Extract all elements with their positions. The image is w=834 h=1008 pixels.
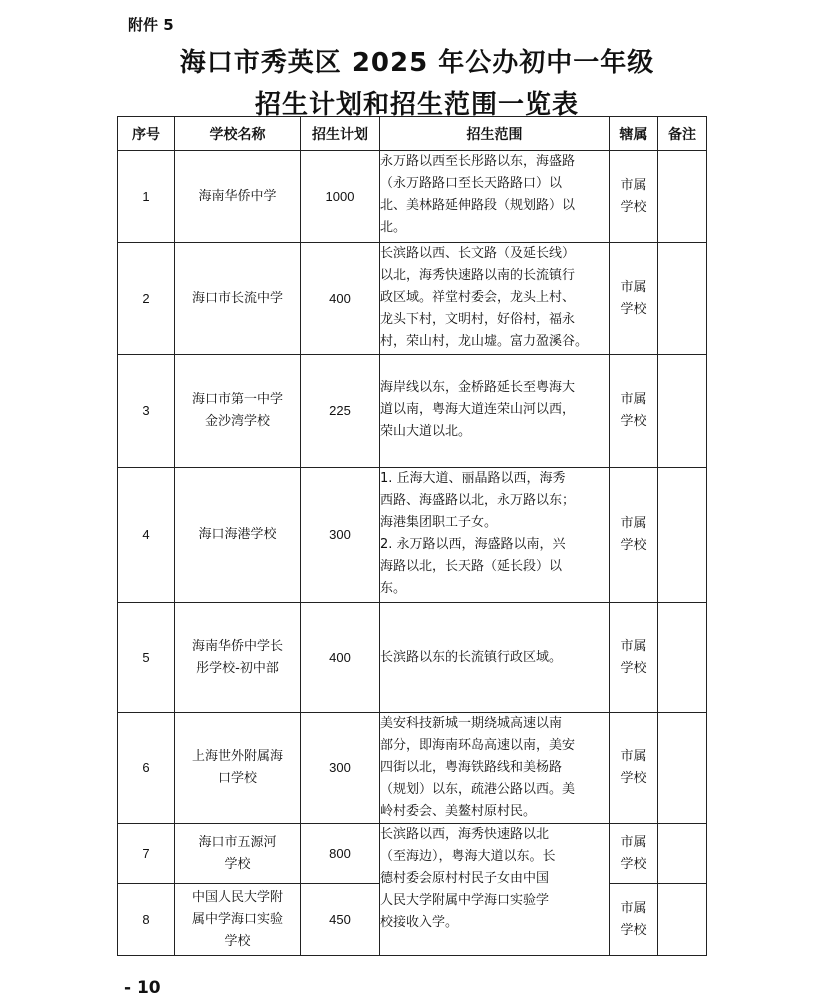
jurisdiction-cell (610, 468, 658, 603)
jurisdiction-cell (610, 884, 658, 956)
range-line: 政区域。祥堂村委会，龙头上村、 (380, 290, 576, 305)
remark-cell (658, 713, 707, 824)
plan-cell: 400 (301, 603, 380, 713)
school-name-line: 海口市长流中学 (191, 290, 283, 306)
jurisdiction-cell (610, 355, 658, 468)
school-name-cell (175, 824, 301, 884)
seq-cell: 1 (118, 151, 175, 243)
document-title-line2: 招生计划和招生范围一览表 (254, 90, 579, 120)
school-name-cell (175, 151, 301, 243)
page-number: - 10 (124, 978, 161, 998)
jurisdiction-cell (610, 151, 658, 243)
range-cell (380, 713, 610, 824)
remark-cell (658, 824, 707, 884)
jurisdiction-cell (610, 243, 658, 355)
jurisdiction-line: 学校 (620, 414, 647, 429)
enrollment-table (117, 116, 707, 956)
table-row (118, 603, 707, 713)
range-cell (380, 603, 610, 713)
plan-cell: 225 (301, 355, 380, 468)
table-row (118, 468, 707, 603)
range-cell (380, 355, 610, 468)
header-seq: 序号 (118, 117, 175, 151)
header-remark: 备注 (658, 117, 707, 151)
jurisdiction-line: 市属 (620, 834, 647, 850)
range-line: 东。 (380, 581, 407, 596)
jurisdiction-cell (610, 713, 658, 824)
seq-cell: 6 (118, 713, 175, 824)
table-header-row (118, 117, 707, 151)
plan-cell: 400 (301, 243, 380, 355)
school-name-cell (175, 603, 301, 713)
school-name-line: 海口市第一中学 (191, 392, 283, 407)
remark-cell (658, 355, 707, 468)
range-line: 岭村委会、美鳌村原村民。 (380, 804, 537, 819)
plan-cell: 300 (301, 713, 380, 824)
range-line: 海路以北，长天路（延长段）以 (380, 559, 563, 574)
jurisdiction-line: 市属 (620, 900, 647, 916)
header-school-name: 学校名称 (175, 117, 301, 151)
range-line: 2. 永万路以西，海盛路以南，兴 (380, 537, 566, 552)
range-cell-merged (380, 824, 610, 956)
range-line: 德村委会原村村民子女由中国 (380, 871, 550, 886)
seq-cell: 5 (118, 603, 175, 713)
jurisdiction-line: 市属 (620, 279, 647, 295)
range-line: 村，荣山村，龙山墟。富力盈溪谷。 (380, 334, 589, 349)
range-cell (380, 243, 610, 355)
jurisdiction-line: 学校 (620, 199, 647, 215)
seq-cell: 4 (118, 468, 175, 603)
school-name-line: 上海世外附属海 (191, 749, 283, 764)
range-line: 北。 (380, 220, 407, 235)
header-enrollment-plan: 招生计划 (301, 117, 380, 151)
range-line: 道以南，粤海大道连荣山河以西， (380, 402, 576, 417)
school-name-line: 海口市五源河 (198, 834, 277, 850)
jurisdiction-cell (610, 824, 658, 884)
range-line: 海岸线以东，金桥路延长至粤海大 (380, 380, 576, 395)
school-name-line: 学校 (224, 856, 251, 872)
jurisdiction-line: 学校 (620, 301, 647, 317)
range-line: 四街以北，粤海铁路线和美杨路 (380, 760, 563, 775)
jurisdiction-line: 学校 (620, 856, 647, 872)
range-line: 北、美林路延伸路段（规划路）以 (380, 198, 576, 213)
document-title-line1: 海口市秀英区 2025 年公办初中一年级 (179, 48, 655, 78)
plan-cell: 800 (301, 824, 380, 884)
school-name-line: 属中学海口实验 (191, 911, 283, 927)
school-name-cell (175, 355, 301, 468)
school-name-cell (175, 468, 301, 603)
jurisdiction-line: 市属 (620, 177, 647, 193)
header-jurisdiction: 辖属 (610, 117, 658, 151)
range-line: 海港集团职工子女。 (380, 515, 498, 530)
jurisdiction-line: 学校 (620, 922, 647, 938)
range-line: 龙头下村，文明村，好俗村，福永 (380, 312, 576, 327)
jurisdiction-line: 市属 (620, 516, 647, 531)
jurisdiction-line: 学校 (620, 538, 647, 553)
table-row (118, 355, 707, 468)
jurisdiction-line: 市属 (620, 749, 647, 764)
remark-cell (658, 468, 707, 603)
range-line: 校接收入学。 (380, 915, 459, 930)
range-cell (380, 468, 610, 603)
school-name-line: 中国人民大学附 (191, 889, 283, 905)
range-line: 美安科技新城一期绕城高速以南 (380, 716, 563, 731)
school-name-line: 口学校 (217, 771, 257, 786)
range-line: （规划）以东，疏港公路以西。美 (380, 782, 576, 797)
range-line: 人民大学附属中学海口实验学 (380, 893, 550, 908)
header-enrollment-range: 招生范围 (380, 117, 610, 151)
range-line: 西路、海盛路以北，永万路以东； (380, 493, 576, 508)
table-row (118, 151, 707, 243)
jurisdiction-cell (610, 603, 658, 713)
school-name-line: 海南华侨中学长 (191, 638, 283, 654)
school-name-line: 金沙湾学校 (204, 414, 270, 429)
school-name-cell (175, 243, 301, 355)
school-name-line: 海口海港学校 (198, 527, 277, 542)
school-name-line: 彤学校-初中部 (196, 660, 279, 676)
plan-cell: 300 (301, 468, 380, 603)
plan-cell: 1000 (301, 151, 380, 243)
school-name-cell (175, 884, 301, 956)
remark-cell (658, 603, 707, 713)
jurisdiction-line: 学校 (620, 660, 647, 676)
range-line: 长滨路以西，海秀快速路以北 (380, 827, 550, 842)
table-row (118, 824, 707, 884)
range-line: 荣山大道以北。 (380, 424, 472, 439)
range-cell (380, 151, 610, 243)
remark-cell (658, 151, 707, 243)
jurisdiction-line: 学校 (620, 771, 647, 786)
jurisdiction-line: 市属 (620, 638, 647, 654)
plan-cell: 450 (301, 884, 380, 956)
jurisdiction-line: 市属 (620, 392, 647, 407)
attachment-label: 附件 5 (128, 16, 174, 34)
remark-cell (658, 884, 707, 956)
seq-cell: 7 (118, 824, 175, 884)
range-line: 以北，海秀快速路以南的长流镇行 (380, 268, 576, 283)
range-line: 长滨路以西、长文路（及延长线） (380, 246, 576, 261)
range-line: 部分，即海南环岛高速以南，美安 (380, 738, 576, 753)
range-line: 永万路以西至长彤路以东，海盛路 (380, 154, 576, 169)
table-row (118, 713, 707, 824)
range-line: 1. 丘海大道、丽晶路以西，海秀 (380, 471, 566, 486)
school-name-line: 海南华侨中学 (198, 188, 277, 204)
seq-cell: 2 (118, 243, 175, 355)
range-line: 长滨路以东的长流镇行政区域。 (380, 649, 563, 665)
seq-cell: 8 (118, 884, 175, 956)
range-line: （至海边），粤海大道以东。长 (380, 849, 556, 864)
school-name-cell (175, 713, 301, 824)
table-row (118, 243, 707, 355)
range-line: （永万路路口至长天路路口）以 (380, 176, 563, 191)
seq-cell: 3 (118, 355, 175, 468)
school-name-line: 学校 (224, 933, 251, 949)
remark-cell (658, 243, 707, 355)
